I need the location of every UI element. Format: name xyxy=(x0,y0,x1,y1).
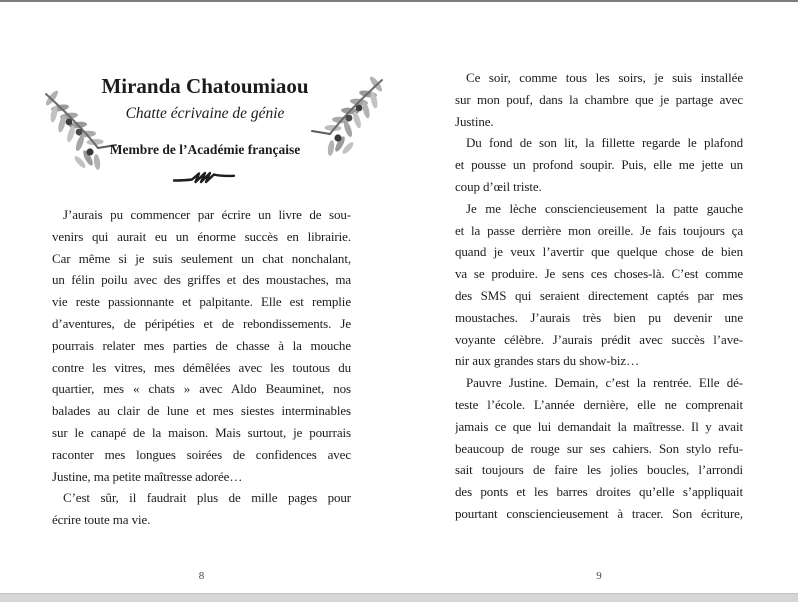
text-line: Justine. xyxy=(455,113,494,129)
author-role: Chatte écrivaine de génie xyxy=(125,105,285,122)
text-line: moustaches. J’aurais très bien pu devenir une xyxy=(455,309,743,325)
rope-squiggle-divider-icon xyxy=(171,170,237,186)
text-line: écrire toute ma vie. xyxy=(52,512,151,528)
text-line: et pousse un profond soupir. Puis, elle me jette un xyxy=(455,157,743,173)
text-line: et la passe derrière mon oreille. Je fais toujours ça xyxy=(455,222,743,238)
author-name: Miranda Chatoumiaou xyxy=(101,74,309,98)
right-page-body-text xyxy=(455,67,743,525)
text-line: J’aurais pu commencer par écrire un livre de sou- xyxy=(63,207,351,222)
text-line: Je me lèche consciencieusement la patte gauche xyxy=(466,200,743,216)
text-line: sur mon pouf, dans la chambre que je partage avec xyxy=(455,91,743,107)
text-line: beaucoup de rouge sur ses cahiers. Son stylo refu- xyxy=(455,440,743,456)
text-line: va se produire. Je sens ces choses-là. C’est comme xyxy=(455,266,743,282)
text-line: Du fond de son lit, la fillette regarde le plafond xyxy=(466,135,743,151)
olive-branch-icon xyxy=(38,88,118,174)
text-line: des SMS qui seraient directement captés par mes xyxy=(455,287,743,303)
text-line: un félin poilu avec des griffes et des moustaches, ma xyxy=(52,272,351,288)
text-line: Car même si je suis seulement un chat nonchalant, xyxy=(52,250,351,266)
text-line: pourtant consciencieusement à tracer. Son écriture, xyxy=(455,505,743,521)
text-line: venirs qui aurait eu un énorme succès en librairie. xyxy=(52,228,351,244)
text-line: nir aux grandes stars du show-biz… xyxy=(455,353,639,369)
text-line: coup d’œil triste. xyxy=(455,178,542,194)
text-line: pourrais relater mes parties de chasse à la mouche xyxy=(52,337,351,353)
left-page xyxy=(0,0,399,593)
text-line: Ce soir, comme tous les soirs, je suis installée xyxy=(466,70,743,85)
text-line: des ponts et les barres droites qu’elle s’appliquait xyxy=(455,484,743,500)
text-line: contre les vitres, mes démêlées avec les toutous du xyxy=(52,359,351,375)
text-line: Pauvre Justine. Demain, c’est la rentrée. Elle dé- xyxy=(466,375,743,391)
text-line: sur le canapé de la maison. Mais surtout, je pourrais xyxy=(52,424,351,440)
text-line: balades au clair de lune et mes siestes interminables xyxy=(52,403,351,419)
text-line: quand je veux l’avertir que quelque chose de bien xyxy=(455,244,743,260)
text-line: Justine, ma petite maîtresse adorée… xyxy=(52,468,243,484)
text-line: C’est sûr, il faudrait plus de mille pages pour xyxy=(63,490,351,506)
text-line: teste l’école. L’année dernière, elle ne comprenait xyxy=(455,396,743,412)
author-affiliation: Membre de l’Académie française xyxy=(109,142,301,157)
page-number-right: 9 xyxy=(596,570,602,582)
left-page-body-text xyxy=(52,204,351,531)
text-line: jamais ce que lui demandait la maîtresse. Il y avait xyxy=(455,418,743,434)
text-line: voyante célèbre. J’aurais prédit avec succès l’ave- xyxy=(455,331,743,347)
right-page xyxy=(399,0,798,593)
text-line: quartier, mes « chats » avec Aldo Beauminet, nos xyxy=(52,381,351,397)
text-line: sait toujours de faire les jolies boucles, l’arrondi xyxy=(455,462,743,478)
text-line: raconter mes longues soirées de confidences avec xyxy=(52,446,351,462)
page-number-left: 8 xyxy=(198,570,205,582)
text-line: d’aventures, de péripéties et de rebondissements. Je xyxy=(52,315,351,331)
text-line: vie reste passionnante et palpitante. Elle est remplie xyxy=(52,294,351,310)
